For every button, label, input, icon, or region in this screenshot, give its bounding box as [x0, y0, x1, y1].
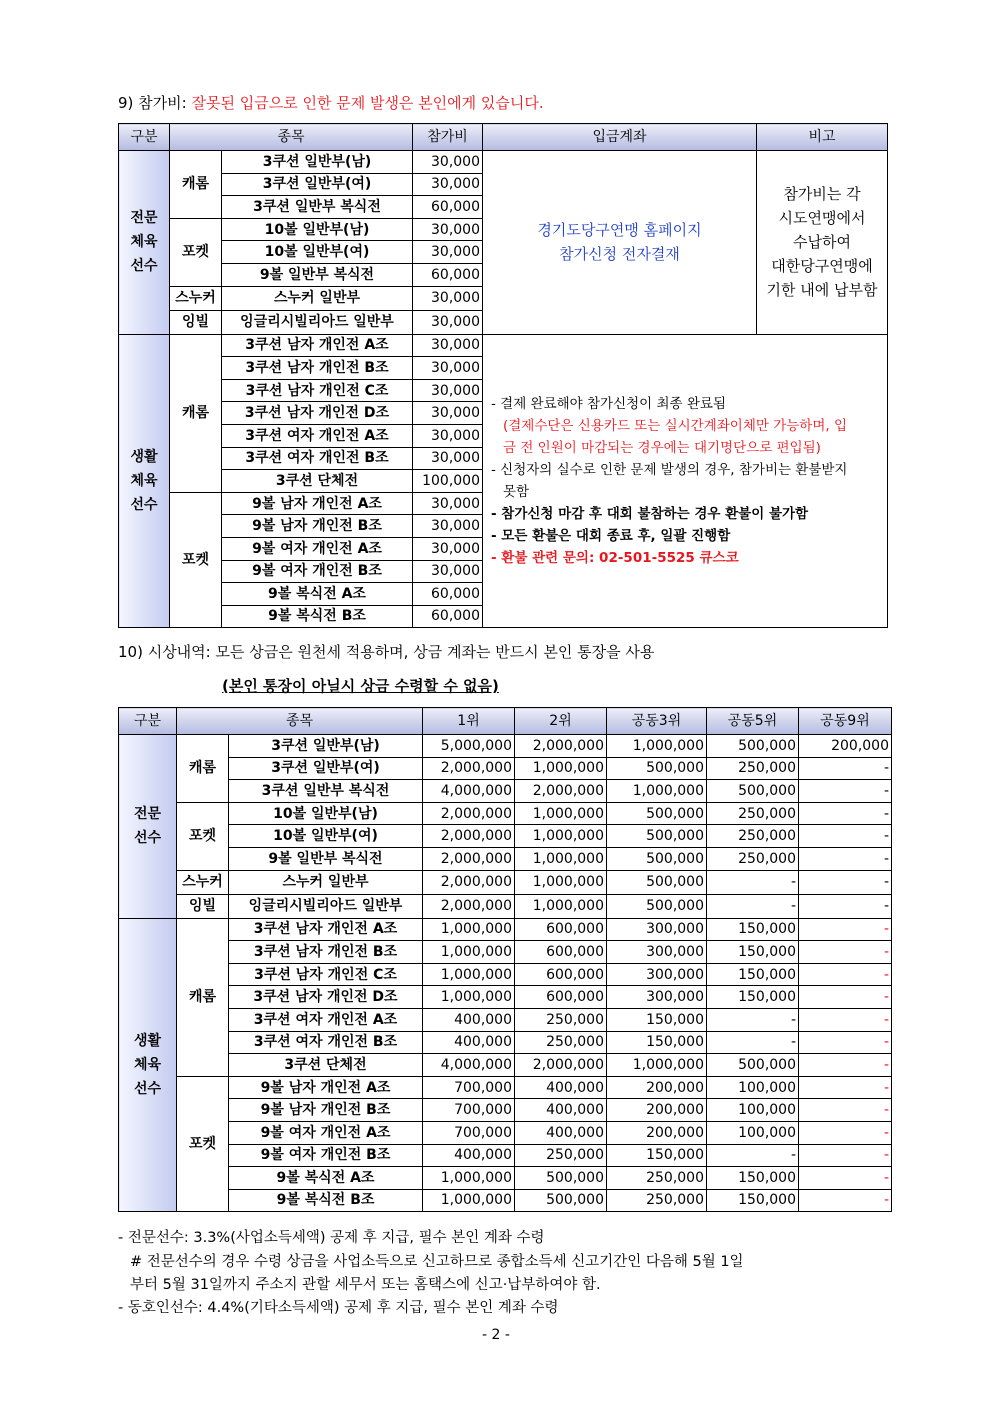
prize-amount: - [799, 1008, 892, 1031]
prize-amount: 100,000 [707, 1121, 799, 1144]
fee-event: 9볼 남자 개인전 B조 [222, 515, 413, 538]
prize-header-9th: 공동9위 [799, 708, 892, 735]
prize-amount: 600,000 [515, 986, 607, 1009]
prize-amount: 250,000 [707, 802, 799, 825]
prize-event: 3쿠션 여자 개인전 B조 [229, 1031, 423, 1054]
prize-event: 10볼 일반부(남) [229, 802, 423, 825]
prize-event: 9볼 여자 개인전 A조 [229, 1121, 423, 1144]
prize-amount: - [799, 1144, 892, 1167]
fee-amount: 30,000 [413, 286, 483, 310]
prize-amount: 150,000 [607, 1031, 707, 1054]
footnote-tax-1: # 전문선수의 경우 수령 상금을 사업소득으로 신고하므로 종합소득세 신고기간인 다음해 5월 1일 [130, 1254, 744, 1270]
prize-event: 3쿠션 남자 개인전 C조 [229, 963, 423, 986]
fee-subgroup: 포켓 [170, 492, 222, 628]
prize-amount: 150,000 [707, 1189, 799, 1212]
prize-row [119, 1189, 892, 1212]
prize-amount: 400,000 [515, 1076, 607, 1099]
prize-row [119, 1076, 892, 1099]
prize-amount: 1,000,000 [423, 986, 515, 1009]
prize-row [119, 941, 892, 964]
prize-amount: 150,000 [607, 1144, 707, 1167]
prize-table-header [119, 708, 892, 735]
prize-amount: 500,000 [607, 870, 707, 894]
refund-contact-note: - 환불 관련 문의: 02-501-5525 큐스코 [491, 549, 739, 566]
section9-warning: 잘못된 입금으로 인한 문제 발생은 본인에게 있습니다. [191, 94, 544, 112]
page-number: - 2 - [482, 1327, 510, 1343]
prize-header-1st: 1위 [423, 708, 515, 735]
prize-amount: 1,000,000 [423, 941, 515, 964]
prize-amount: 250,000 [515, 1144, 607, 1167]
prize-amount: - [799, 1076, 892, 1099]
fee-event: 3쿠션 단체전 [222, 470, 413, 493]
fee-event: 3쿠션 남자 개인전 D조 [222, 402, 413, 425]
fee-amount: 30,000 [413, 357, 483, 380]
prize-event: 3쿠션 남자 개인전 B조 [229, 941, 423, 964]
prize-row [119, 963, 892, 986]
prize-event: 9볼 복식전 A조 [229, 1167, 423, 1190]
prize-amount: 1,000,000 [515, 825, 607, 848]
section9-heading [118, 92, 544, 113]
prize-row [119, 1144, 892, 1167]
prize-amount: - [799, 918, 892, 941]
prize-event: 스누커 일반부 [229, 870, 423, 894]
prize-amount: 250,000 [607, 1167, 707, 1190]
fee-row [119, 334, 888, 357]
prize-event: 3쿠션 단체전 [229, 1054, 423, 1077]
prize-amount: 500,000 [607, 757, 707, 780]
prize-event: 9볼 일반부 복식전 [229, 847, 423, 870]
prize-amount: - [707, 894, 799, 918]
prize-row [119, 802, 892, 825]
fee-group-amateur: 생활 체육 선수 [119, 334, 170, 628]
fee-event: 10볼 일반부(남) [222, 218, 413, 241]
fee-group-pro: 전문 체육 선수 [119, 151, 170, 335]
prize-amount: 600,000 [515, 963, 607, 986]
prize-amount: 1,000,000 [423, 918, 515, 941]
prize-header-3rd: 공동3위 [607, 708, 707, 735]
prize-amount: 150,000 [607, 1008, 707, 1031]
fee-header-account: 입금계좌 [483, 124, 757, 151]
fee-event: 3쿠션 여자 개인전 B조 [222, 447, 413, 470]
fee-event: 9볼 복식전 B조 [222, 605, 413, 628]
prize-amount: 300,000 [607, 963, 707, 986]
footnote-tax-2: 부터 5월 31일까지 주소지 관할 세무서 또는 홈택스에 신고·납부하여야 함. [130, 1277, 601, 1293]
prize-amount: 150,000 [707, 941, 799, 964]
prize-amount: 200,000 [607, 1099, 707, 1122]
prize-amount: - [799, 1099, 892, 1122]
prize-amount: 1,000,000 [607, 780, 707, 803]
prize-amount: 150,000 [707, 1167, 799, 1190]
fee-header-group: 구분 [119, 124, 170, 151]
prize-amount: - [707, 870, 799, 894]
prize-header-event: 종목 [177, 708, 423, 735]
prize-row [119, 825, 892, 848]
fee-row [119, 151, 888, 174]
section9-label: 9) 참가비: [118, 94, 187, 112]
fee-header-fee: 참가비 [413, 124, 483, 151]
payment-complete-note: - 결제 완료해야 참가신청이 최종 완료됨 [491, 395, 726, 412]
prize-amount: 1,000,000 [515, 870, 607, 894]
fee-event: 3쿠션 남자 개인전 C조 [222, 379, 413, 402]
prize-amount: 5,000,000 [423, 735, 515, 758]
fee-event: 10볼 일반부(여) [222, 241, 413, 264]
fee-subgroup: 포켓 [170, 218, 222, 286]
fee-event: 잉글리시빌리아드 일반부 [222, 310, 413, 334]
prize-amount: 250,000 [707, 825, 799, 848]
prize-amount: 1,000,000 [423, 963, 515, 986]
prize-amount: 2,000,000 [515, 780, 607, 803]
prize-amount: 2,000,000 [423, 802, 515, 825]
prize-row [119, 1121, 892, 1144]
prize-amount: - [799, 894, 892, 918]
section10-heading: 10) 시상내역: 모든 상금은 원천세 적용하며, 상금 계좌는 반드시 본인 통장을 사용 [118, 643, 655, 661]
prize-header-2nd: 2위 [515, 708, 607, 735]
prize-header-group: 구분 [119, 708, 177, 735]
prize-amount: - [799, 1054, 892, 1077]
fee-amount: 60,000 [413, 605, 483, 628]
prize-amount: 250,000 [707, 757, 799, 780]
prize-amount: 250,000 [515, 1008, 607, 1031]
prize-amount: - [799, 870, 892, 894]
fee-amount: 30,000 [413, 173, 483, 196]
prize-amount: - [707, 1008, 799, 1031]
prize-amount: 2,000,000 [423, 757, 515, 780]
prize-amount: 2,000,000 [423, 870, 515, 894]
fee-amount: 30,000 [413, 560, 483, 583]
prize-row [119, 780, 892, 803]
prize-amount: 4,000,000 [423, 1054, 515, 1077]
no-show-note: - 참가신청 마감 후 대회 불참하는 경우 환불이 불가함 [491, 505, 809, 522]
prize-row [119, 1008, 892, 1031]
prize-row [119, 918, 892, 941]
prize-amount: 300,000 [607, 986, 707, 1009]
prize-amount: 500,000 [607, 894, 707, 918]
prize-amount: 250,000 [515, 1031, 607, 1054]
prize-event: 잉글리시빌리아드 일반부 [229, 894, 423, 918]
prize-amount: 1,000,000 [515, 802, 607, 825]
fee-note: 참가비는 각 시도연맹에서 수납하여 대한당구연맹에 기한 내에 납부함 [757, 151, 888, 335]
prize-subgroup: 캐롬 [177, 735, 229, 803]
prize-amount: 400,000 [515, 1121, 607, 1144]
prize-row [119, 1031, 892, 1054]
fee-amount: 60,000 [413, 583, 483, 606]
prize-amount: 700,000 [423, 1099, 515, 1122]
prize-amount: 200,000 [607, 1076, 707, 1099]
prize-event: 10볼 일반부(여) [229, 825, 423, 848]
prize-subgroup: 잉빌 [177, 894, 229, 918]
prize-amount: 150,000 [707, 918, 799, 941]
prize-event: 9볼 남자 개인전 A조 [229, 1076, 423, 1099]
prize-amount: - [799, 941, 892, 964]
no-refund-note: 못함 [503, 483, 530, 500]
prize-subgroup: 캐롬 [177, 918, 229, 1076]
prize-amount: 200,000 [607, 1121, 707, 1144]
prize-amount: 700,000 [423, 1121, 515, 1144]
prize-amount: 600,000 [515, 918, 607, 941]
fee-amount: 100,000 [413, 470, 483, 493]
prize-group-pro: 전문 선수 [119, 735, 177, 919]
fee-amount: 30,000 [413, 310, 483, 334]
prize-event: 3쿠션 일반부(남) [229, 735, 423, 758]
prize-event: 3쿠션 여자 개인전 A조 [229, 1008, 423, 1031]
prize-row [119, 894, 892, 918]
prize-amount: 1,000,000 [423, 1167, 515, 1190]
prize-amount: 400,000 [515, 1099, 607, 1122]
prize-amount: - [799, 1167, 892, 1190]
payment-method-note: (결제수단은 신용카드 또는 실시간계좌이체만 가능하며, 입 [503, 417, 847, 434]
prize-amount: 2,000,000 [423, 894, 515, 918]
prize-amount: 500,000 [515, 1189, 607, 1212]
prize-row [119, 1167, 892, 1190]
prize-event: 9볼 여자 개인전 B조 [229, 1144, 423, 1167]
prize-amount: - [799, 963, 892, 986]
prize-subgroup: 스누커 [177, 870, 229, 894]
fee-header-note: 비고 [757, 124, 888, 151]
prize-amount: 1,000,000 [515, 894, 607, 918]
fee-header-event: 종목 [170, 124, 413, 151]
prize-event: 3쿠션 남자 개인전 D조 [229, 986, 423, 1009]
prize-amount: - [799, 825, 892, 848]
prize-event: 9볼 남자 개인전 B조 [229, 1099, 423, 1122]
fee-event: 3쿠션 일반부(남) [222, 151, 413, 174]
fee-amount: 30,000 [413, 492, 483, 515]
prize-amount: 200,000 [799, 735, 892, 758]
prize-event: 9볼 복식전 B조 [229, 1189, 423, 1212]
fee-subgroup: 캐롬 [170, 151, 222, 219]
prize-amount: 1,000,000 [423, 1189, 515, 1212]
fee-event: 3쿠션 여자 개인전 A조 [222, 424, 413, 447]
prize-amount: 4,000,000 [423, 780, 515, 803]
fee-event: 3쿠션 일반부(여) [222, 173, 413, 196]
prize-amount: 700,000 [423, 1076, 515, 1099]
fee-table [118, 123, 888, 628]
fee-table-header [119, 124, 888, 151]
prize-amount: - [799, 1121, 892, 1144]
prize-amount: 2,000,000 [515, 735, 607, 758]
fee-subgroup: 잉빌 [170, 310, 222, 334]
prize-amount: 2,000,000 [515, 1054, 607, 1077]
prize-amount: 250,000 [607, 1189, 707, 1212]
fee-amount: 30,000 [413, 379, 483, 402]
prize-row [119, 757, 892, 780]
applicant-error-note: - 신청자의 실수로 인한 문제 발생의 경우, 참가비는 환불받지 [491, 461, 848, 478]
prize-header-5th: 공동5위 [707, 708, 799, 735]
prize-row [119, 1054, 892, 1077]
prize-amount: 500,000 [707, 780, 799, 803]
fee-event: 9볼 남자 개인전 A조 [222, 492, 413, 515]
fee-amount: 30,000 [413, 537, 483, 560]
fee-amount: 30,000 [413, 402, 483, 425]
prize-amount: 1,000,000 [515, 757, 607, 780]
prize-amount: 400,000 [423, 1144, 515, 1167]
fee-amount: 30,000 [413, 424, 483, 447]
prize-amount: 2,000,000 [423, 847, 515, 870]
fee-event: 3쿠션 남자 개인전 B조 [222, 357, 413, 380]
prize-amount: 1,000,000 [607, 1054, 707, 1077]
fee-amount: 30,000 [413, 241, 483, 264]
prize-amount: - [707, 1144, 799, 1167]
waitlist-note: 금 전 인원이 마감되는 경우에는 대기명단으로 편입됨) [503, 439, 821, 456]
prize-row [119, 1099, 892, 1122]
prize-event: 3쿠션 일반부(여) [229, 757, 423, 780]
prize-amount: 300,000 [607, 941, 707, 964]
prize-amount: 600,000 [515, 941, 607, 964]
prize-amount: 2,000,000 [423, 825, 515, 848]
fee-subgroup: 캐롬 [170, 334, 222, 492]
prize-amount: - [799, 847, 892, 870]
prize-amount: - [799, 1189, 892, 1212]
footnote-pro: - 전문선수: 3.3%(사업소득세액) 공제 후 지급, 필수 본인 계좌 수령 [118, 1230, 545, 1246]
prize-amount: 250,000 [707, 847, 799, 870]
prize-amount: 500,000 [607, 847, 707, 870]
prize-amount: 500,000 [707, 1054, 799, 1077]
prize-amount: 150,000 [707, 986, 799, 1009]
footnote-amateur: - 동호인선수: 4.4%(기타소득세액) 공제 후 지급, 필수 본인 계좌 수령 [118, 1300, 559, 1316]
prize-amount: - [799, 1031, 892, 1054]
prize-event: 3쿠션 일반부 복식전 [229, 780, 423, 803]
fee-amount: 30,000 [413, 334, 483, 357]
prize-amount: 300,000 [607, 918, 707, 941]
prize-amount: - [707, 1031, 799, 1054]
prize-amount: 100,000 [707, 1076, 799, 1099]
fee-event: 스누커 일반부 [222, 286, 413, 310]
prize-row [119, 847, 892, 870]
fee-refund-notes [483, 334, 888, 628]
fee-account: 경기도당구연맹 홈페이지 참가신청 전자결재 [483, 151, 757, 335]
prize-amount: 500,000 [707, 735, 799, 758]
fee-event: 3쿠션 남자 개인전 A조 [222, 334, 413, 357]
fee-amount: 30,000 [413, 515, 483, 538]
prize-amount: 1,000,000 [607, 735, 707, 758]
prize-amount: 400,000 [423, 1008, 515, 1031]
refund-timing-note: - 모든 환불은 대회 종료 후, 일괄 진행함 [491, 527, 731, 544]
prize-amount: 500,000 [515, 1167, 607, 1190]
fee-amount: 60,000 [413, 196, 483, 219]
fee-event: 9볼 복식전 A조 [222, 583, 413, 606]
prize-amount: 150,000 [707, 963, 799, 986]
fee-event: 9볼 여자 개인전 B조 [222, 560, 413, 583]
prize-amount: 1,000,000 [515, 847, 607, 870]
section10-emphasis: (본인 통장이 아닐시 상금 수령할 수 없음) [222, 677, 499, 695]
prize-subgroup: 포켓 [177, 1076, 229, 1212]
prize-row [119, 870, 892, 894]
prize-amount: - [799, 780, 892, 803]
prize-amount: 500,000 [607, 802, 707, 825]
prize-table [118, 707, 892, 1212]
fee-amount: 30,000 [413, 218, 483, 241]
fee-event: 9볼 일반부 복식전 [222, 263, 413, 286]
prize-row [119, 735, 892, 758]
fee-amount: 60,000 [413, 263, 483, 286]
fee-subgroup: 스누커 [170, 286, 222, 310]
fee-amount: 30,000 [413, 151, 483, 174]
prize-event: 3쿠션 남자 개인전 A조 [229, 918, 423, 941]
fee-event: 3쿠션 일반부 복식전 [222, 196, 413, 219]
prize-amount: 400,000 [423, 1031, 515, 1054]
prize-amount: 100,000 [707, 1099, 799, 1122]
prize-amount: 500,000 [607, 825, 707, 848]
prize-amount: - [799, 802, 892, 825]
prize-group-amateur: 생활 체육 선수 [119, 918, 177, 1212]
prize-amount: - [799, 986, 892, 1009]
prize-amount: - [799, 757, 892, 780]
prize-subgroup: 포켓 [177, 802, 229, 870]
prize-row [119, 986, 892, 1009]
fee-amount: 30,000 [413, 447, 483, 470]
fee-event: 9볼 여자 개인전 A조 [222, 537, 413, 560]
